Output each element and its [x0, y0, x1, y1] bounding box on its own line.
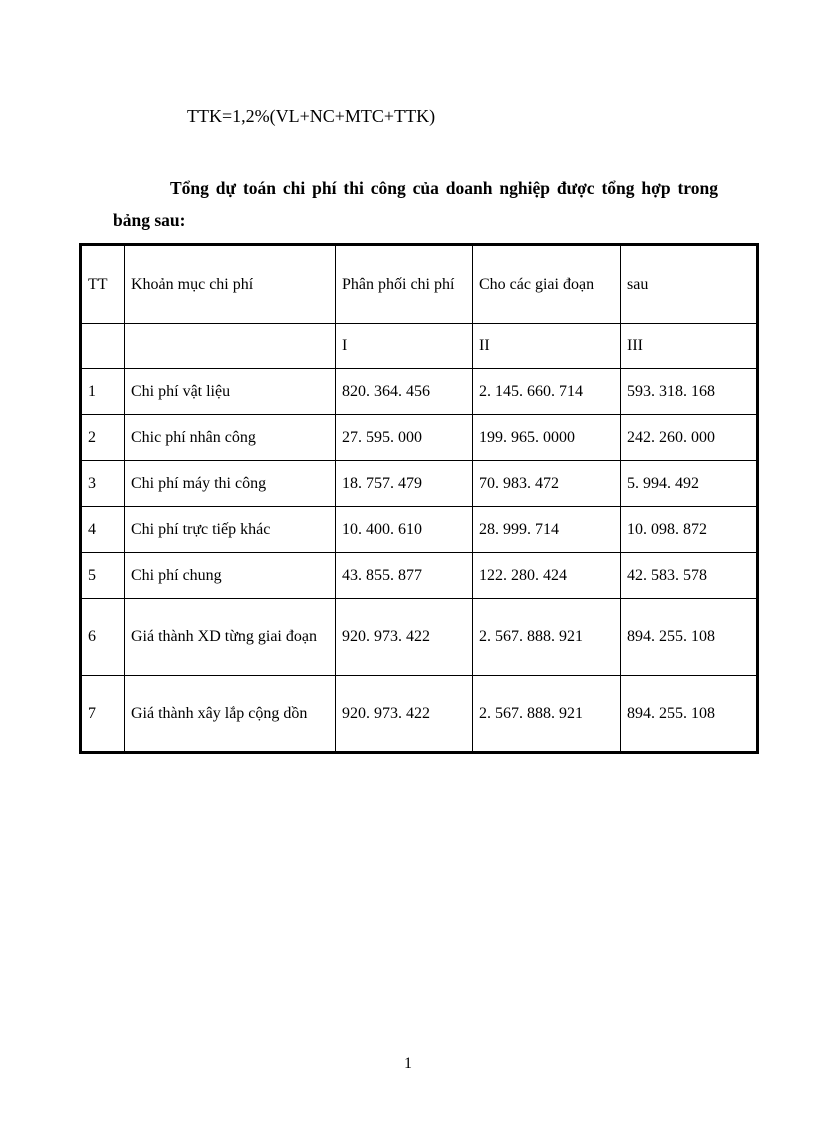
stage-empty-item	[125, 324, 336, 369]
row-tt: 3	[81, 461, 125, 507]
header-stages: Cho các giai đoạn	[473, 245, 621, 324]
row-tt: 5	[81, 553, 125, 599]
table-row	[81, 415, 758, 461]
row-stage3: 242. 260. 000	[621, 415, 758, 461]
row-stage1: 10. 400. 610	[336, 507, 473, 553]
stage-empty-tt	[81, 324, 125, 369]
row-stage3: 894. 255. 108	[621, 676, 758, 753]
row-stage2: 2. 567. 888. 921	[473, 599, 621, 676]
cost-table	[79, 243, 759, 754]
table-header-row	[81, 245, 758, 324]
row-stage2: 199. 965. 0000	[473, 415, 621, 461]
row-stage1: 920. 973. 422	[336, 676, 473, 753]
row-tt: 6	[81, 599, 125, 676]
row-item: Giá thành xây lắp cộng dồn	[125, 676, 336, 753]
row-stage3: 42. 583. 578	[621, 553, 758, 599]
table-stage-row	[81, 324, 758, 369]
header-after: sau	[621, 245, 758, 324]
row-stage3: 593. 318. 168	[621, 369, 758, 415]
table-row	[81, 553, 758, 599]
header-tt: TT	[81, 245, 125, 324]
row-tt: 1	[81, 369, 125, 415]
row-item: Chi phí trực tiếp khác	[125, 507, 336, 553]
row-stage1: 27. 595. 000	[336, 415, 473, 461]
row-stage2: 70. 983. 472	[473, 461, 621, 507]
row-item: Chi phí máy thi công	[125, 461, 336, 507]
header-item: Khoản mục chi phí	[125, 245, 336, 324]
table-row	[81, 599, 758, 676]
row-stage2: 122. 280. 424	[473, 553, 621, 599]
row-item: Chic phí nhân công	[125, 415, 336, 461]
table-row	[81, 676, 758, 753]
table-row	[81, 507, 758, 553]
cost-table-container	[79, 243, 756, 754]
page-number: 1	[404, 1055, 412, 1072]
stage-label-2: II	[473, 324, 621, 369]
row-stage3: 5. 994. 492	[621, 461, 758, 507]
row-stage1: 43. 855. 877	[336, 553, 473, 599]
row-stage1: 18. 757. 479	[336, 461, 473, 507]
table-row	[81, 369, 758, 415]
header-distribution: Phân phối chi phí	[336, 245, 473, 324]
row-item: Chi phí vật liệu	[125, 369, 336, 415]
intro-paragraph: Tổng dự toán chi phí thi công của doanh nghiệp được tổng hợp trong bảng sau:	[113, 178, 718, 230]
table-row	[81, 461, 758, 507]
row-tt: 7	[81, 676, 125, 753]
row-stage2: 28. 999. 714	[473, 507, 621, 553]
formula-text: TTK=1,2%(VL+NC+MTC+TTK)	[187, 106, 436, 126]
row-stage2: 2. 145. 660. 714	[473, 369, 621, 415]
row-stage3: 894. 255. 108	[621, 599, 758, 676]
stage-label-3: III	[621, 324, 758, 369]
row-tt: 2	[81, 415, 125, 461]
row-stage1: 920. 973. 422	[336, 599, 473, 676]
row-stage3: 10. 098. 872	[621, 507, 758, 553]
row-item: Chi phí chung	[125, 553, 336, 599]
row-stage1: 820. 364. 456	[336, 369, 473, 415]
stage-label-1: I	[336, 324, 473, 369]
row-item: Giá thành XD từng giai đoạn	[125, 599, 336, 676]
row-tt: 4	[81, 507, 125, 553]
row-stage2: 2. 567. 888. 921	[473, 676, 621, 753]
